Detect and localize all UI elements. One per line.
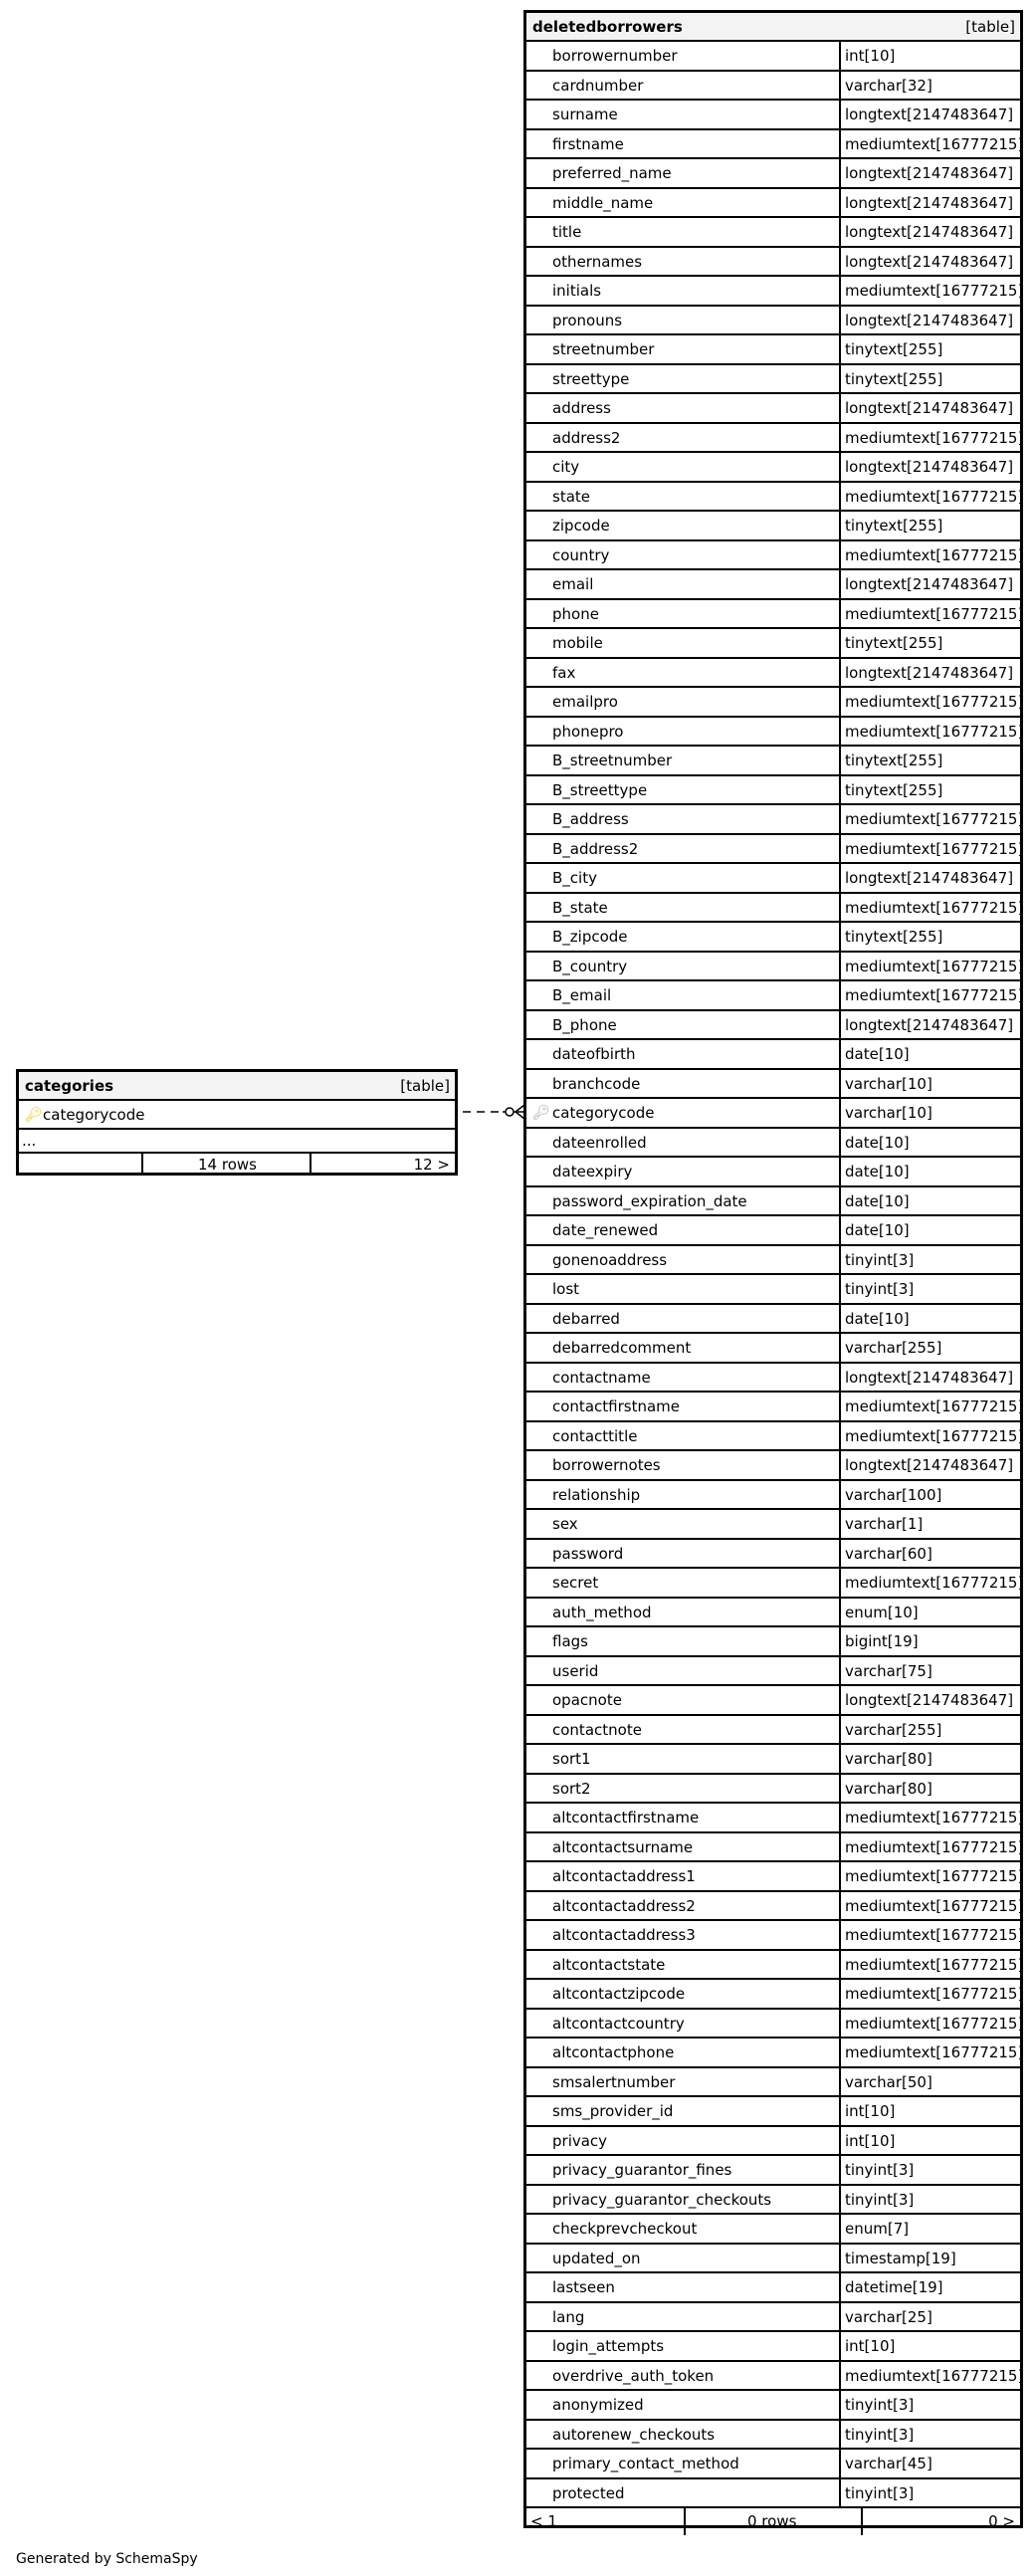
column-name: secret (552, 1574, 599, 1592)
categories-header (19, 1072, 455, 1101)
table-row[interactable] (526, 2215, 1020, 2245)
column-type: tinyint[3] (845, 1250, 915, 1269)
table-row[interactable] (526, 1686, 1020, 1716)
column-name: phonepro (552, 722, 624, 741)
table-row[interactable] (526, 2391, 1020, 2421)
column-type: varchar[32] (845, 76, 932, 95)
column-name: mobile (552, 634, 603, 652)
table-row[interactable] (526, 835, 1024, 865)
column-type: varchar[1] (845, 1515, 924, 1533)
column-type: varchar[255] (845, 1720, 942, 1739)
column-type: tinytext[255] (845, 928, 943, 946)
deletedborrowers-table[interactable] (523, 10, 1023, 2528)
column-type: mediumtext[16777215] (845, 1397, 1024, 1415)
column-name: phone (552, 604, 599, 623)
table-row[interactable] (526, 189, 1020, 219)
table-row[interactable] (526, 805, 1024, 835)
table-row[interactable] (526, 629, 1020, 659)
column-type: mediumtext[16777215] (845, 1809, 1024, 1826)
table-row[interactable] (526, 1187, 1020, 1217)
table-row[interactable] (526, 1775, 1020, 1805)
deletedborrowers-footer (526, 2508, 1020, 2535)
column-type: longtext[2147483647] (845, 869, 1014, 887)
table-row[interactable] (526, 335, 1020, 365)
column-name: surname (552, 106, 618, 123)
categories-ellipsis-row (19, 1130, 455, 1154)
column-type: date[10] (845, 1309, 910, 1328)
column-name: title (552, 223, 582, 241)
column-type: longtext[2147483647] (845, 252, 1014, 271)
table-kind: [table] (965, 18, 1015, 36)
column-name: emailpro (552, 693, 618, 711)
table-row[interactable] (526, 1364, 1020, 1394)
table-row[interactable] (526, 747, 1020, 776)
table-row[interactable] (526, 2127, 1020, 2157)
ellipsis: ... (22, 1132, 37, 1150)
column-type: int[10] (845, 2102, 896, 2120)
column-type: mediumtext[16777215] (845, 722, 1024, 741)
table-row[interactable] (526, 2421, 1020, 2451)
table-row[interactable] (526, 2097, 1020, 2127)
column-type: varchar[100] (845, 1485, 942, 1504)
column-type: tinyint[3] (845, 1280, 915, 1298)
column-name: altcontactcountry (552, 2014, 685, 2033)
column-name: userid (552, 1661, 599, 1680)
column-name: privacy (552, 2131, 608, 2150)
table-row[interactable] (526, 277, 1024, 307)
column-type: mediumtext[16777215] (845, 2014, 1024, 2033)
table-row[interactable] (526, 453, 1020, 483)
column-name: zipcode (552, 517, 610, 535)
table-row[interactable] (526, 2303, 1020, 2333)
column-name: privacy_guarantor_checkouts (552, 2190, 772, 2209)
column-type: mediumtext[16777215] (845, 1985, 1024, 2003)
column-type: date[10] (845, 1163, 910, 1181)
column-name: protected (552, 2483, 625, 2502)
column-type: longtext[2147483647] (845, 458, 1014, 476)
column-name: dateenrolled (552, 1133, 647, 1152)
table-row[interactable] (526, 1627, 1020, 1657)
column-name: privacy_guarantor_fines (552, 2161, 732, 2179)
column-name: address (552, 399, 611, 417)
column-name: anonymized (552, 2396, 644, 2414)
column-type: mediumtext[16777215] (845, 1926, 1024, 1944)
column-type: bigint[19] (845, 1632, 919, 1650)
column-name: categorycode (43, 1106, 145, 1124)
table-row[interactable] (526, 1745, 1020, 1775)
column-type: mediumtext[16777215] (845, 810, 1024, 828)
column-type: longtext[2147483647] (845, 164, 1014, 182)
table-row[interactable] (526, 1040, 1020, 1070)
table-row[interactable] (526, 72, 1020, 102)
column-name: city (552, 458, 580, 476)
column-name: email (552, 575, 594, 593)
categories-key-row[interactable] (19, 1101, 455, 1130)
table-row[interactable] (526, 130, 1024, 160)
column-name: updated_on (552, 2249, 641, 2267)
table-row[interactable] (526, 1833, 1024, 1863)
column-type: date[10] (845, 1133, 910, 1152)
column-name: B_email (552, 986, 612, 1004)
column-name: lang (552, 2307, 585, 2326)
column-type: longtext[2147483647] (845, 1691, 1014, 1709)
column-name: altcontactaddress2 (552, 1896, 696, 1915)
column-name: country (552, 545, 610, 564)
table-row[interactable] (526, 1216, 1020, 1246)
column-type: longtext[2147483647] (845, 193, 1014, 212)
table-row[interactable] (526, 218, 1020, 248)
column-type: mediumtext[16777215] (845, 1837, 1024, 1856)
column-type: tinyint[3] (845, 2425, 915, 2444)
table-row[interactable] (526, 2156, 1020, 2186)
column-type: varchar[75] (845, 1661, 932, 1680)
table-row[interactable] (526, 1569, 1024, 1599)
column-type: mediumtext[16777215] (845, 1955, 1024, 1974)
footer-prev-link[interactable]: < 1 (530, 2512, 557, 2530)
column-type: datetime[19] (845, 2278, 943, 2296)
column-type: tinyint[3] (845, 2396, 915, 2414)
footer-row-count: 14 rows (198, 1156, 257, 1174)
foreign-key-icon: 🔑︎ (532, 1105, 550, 1121)
column-type: varchar[80] (845, 1779, 932, 1798)
column-name: relationship (552, 1485, 641, 1504)
column-type: longtext[2147483647] (845, 663, 1014, 682)
column-name: B_address2 (552, 839, 639, 858)
column-name: B_phone (552, 1015, 617, 1034)
column-name: contacttitle (552, 1426, 638, 1445)
table-row[interactable] (526, 1980, 1024, 2010)
column-name: middle_name (552, 193, 654, 212)
column-type: date[10] (845, 1045, 910, 1063)
column-type: enum[10] (845, 1603, 919, 1621)
deletedborrowers-header (526, 13, 1020, 42)
column-name: altcontactzipcode (552, 1985, 686, 2003)
column-type: enum[7] (845, 2220, 910, 2238)
table-row[interactable] (526, 2010, 1024, 2039)
column-type: mediumtext[16777215] (845, 1896, 1024, 1915)
table-row[interactable] (526, 2039, 1024, 2068)
table-row[interactable] (526, 512, 1020, 541)
table-row[interactable] (526, 1334, 1020, 1364)
table-row[interactable] (526, 2479, 1020, 2509)
column-type: mediumtext[16777215] (845, 693, 1024, 711)
column-type: mediumtext[16777215] (845, 957, 1024, 975)
table-row[interactable] (526, 2186, 1020, 2216)
table-row[interactable] (526, 1862, 1024, 1892)
column-type: tinytext[255] (845, 340, 943, 358)
column-type: int[10] (845, 2337, 896, 2355)
column-name: B_country (552, 957, 628, 975)
column-name: categorycode (552, 1104, 655, 1122)
footer-next-link[interactable]: 0 > (988, 2512, 1015, 2530)
column-name: altcontactaddress1 (552, 1867, 696, 1885)
column-name: initials (552, 282, 602, 300)
column-type: longtext[2147483647] (845, 399, 1014, 417)
generated-by-label: Generated by SchemaSpy (16, 2551, 198, 2567)
column-name: debarred (552, 1309, 620, 1328)
table-row[interactable] (526, 1451, 1020, 1481)
table-row[interactable] (526, 159, 1020, 189)
column-name: login_attempts (552, 2337, 665, 2355)
table-row[interactable] (526, 1393, 1024, 1422)
table-row[interactable] (526, 1716, 1020, 1746)
column-name: contactnote (552, 1720, 642, 1739)
column-type: longtext[2147483647] (845, 223, 1014, 241)
column-name: contactfirstname (552, 1397, 680, 1415)
column-type: int[10] (845, 2131, 896, 2150)
table-row[interactable] (526, 864, 1020, 894)
column-type: mediumtext[16777215] (845, 604, 1024, 623)
column-type: tinytext[255] (845, 369, 943, 388)
column-name: altcontactstate (552, 1955, 666, 1974)
footer-row-count: 0 rows (747, 2512, 797, 2530)
column-type: longtext[2147483647] (845, 1368, 1014, 1387)
column-name: opacnote (552, 1691, 622, 1709)
table-row[interactable] (526, 659, 1020, 689)
table-row[interactable] (526, 1804, 1024, 1833)
column-type: longtext[2147483647] (845, 575, 1014, 593)
column-type: tinytext[255] (845, 634, 943, 652)
column-name: streettype (552, 369, 630, 388)
column-type: varchar[45] (845, 2455, 932, 2472)
column-type: varchar[25] (845, 2307, 932, 2326)
column-type: mediumtext[16777215] (845, 487, 1024, 506)
column-type: mediumtext[16777215] (845, 1426, 1024, 1445)
column-name: smsalertnumber (552, 2072, 676, 2091)
column-name: fax (552, 663, 576, 682)
table-row[interactable] (526, 424, 1024, 454)
column-name: lost (552, 1280, 580, 1298)
column-name: altcontactaddress3 (552, 1926, 696, 1944)
column-type: tinyint[3] (845, 2483, 915, 2502)
column-type: varchar[10] (845, 1104, 932, 1122)
column-type: date[10] (845, 1221, 910, 1239)
table-row[interactable] (526, 923, 1020, 953)
column-type: tinytext[255] (845, 517, 943, 535)
column-type: tinyint[3] (845, 2190, 915, 2209)
column-type: mediumtext[16777215] (845, 986, 1024, 1004)
table-row[interactable] (526, 894, 1024, 924)
column-name: B_streetnumber (552, 751, 673, 769)
column-name: B_state (552, 898, 608, 917)
table-row[interactable] (526, 394, 1020, 424)
table-row[interactable] (526, 2332, 1020, 2362)
table-row[interactable] (526, 1158, 1020, 1187)
footer-next-link[interactable]: 12 > (413, 1156, 450, 1174)
column-type: mediumtext[16777215] (845, 428, 1024, 447)
table-row[interactable] (526, 1305, 1020, 1335)
column-name: borrowernumber (552, 47, 678, 65)
table-row[interactable] (526, 718, 1024, 748)
table-row[interactable] (526, 248, 1020, 278)
table-row[interactable] (526, 1510, 1020, 1540)
table-row[interactable] (526, 2450, 1020, 2479)
column-name: sort2 (552, 1779, 591, 1798)
table-row[interactable] (526, 1540, 1020, 1570)
column-name: pronouns (552, 311, 623, 329)
column-name: firstname (552, 134, 624, 153)
table-row[interactable] (526, 1422, 1024, 1452)
column-type: mediumtext[16777215] (845, 545, 1024, 564)
column-name: contactname (552, 1368, 651, 1387)
column-name: B_zipcode (552, 928, 628, 946)
table-row[interactable] (526, 483, 1024, 513)
column-type: mediumtext[16777215] (845, 2366, 1024, 2385)
table-row[interactable] (526, 1892, 1024, 1922)
column-type: timestamp[19] (845, 2249, 956, 2267)
column-type: mediumtext[16777215] (845, 839, 1024, 858)
column-type: longtext[2147483647] (845, 311, 1014, 329)
column-name: overdrive_auth_token (552, 2366, 715, 2385)
column-name: primary_contact_method (552, 2455, 739, 2472)
column-type: longtext[2147483647] (845, 1015, 1014, 1034)
column-type: varchar[60] (845, 1544, 932, 1563)
column-type: varchar[50] (845, 2072, 932, 2091)
column-name: B_streettype (552, 780, 648, 799)
column-name: password (552, 1544, 624, 1563)
column-type: tinytext[255] (845, 780, 943, 799)
table-row[interactable] (526, 101, 1020, 130)
table-name: deletedborrowers (532, 18, 683, 36)
column-name: othernames (552, 252, 643, 271)
table-row[interactable] (526, 1275, 1020, 1305)
column-type: int[10] (845, 47, 896, 65)
column-type: mediumtext[16777215] (845, 2043, 1024, 2061)
column-name: branchcode (552, 1074, 641, 1093)
column-name: dateofbirth (552, 1045, 636, 1063)
table-row[interactable] (526, 2068, 1020, 2098)
table-row[interactable] (526, 953, 1024, 982)
table-name: categories (25, 1077, 114, 1095)
column-type: mediumtext[16777215] (845, 898, 1024, 917)
column-type: date[10] (845, 1191, 910, 1210)
column-type: mediumtext[16777215] (845, 282, 1024, 300)
table-row[interactable] (526, 1481, 1020, 1511)
column-name: dateexpiry (552, 1163, 633, 1181)
column-type: tinyint[3] (845, 2161, 915, 2179)
categories-table[interactable] (16, 1069, 458, 1176)
column-name: lastseen (552, 2278, 615, 2296)
primary-key-icon: 🔑︎ (25, 1107, 43, 1123)
column-type: mediumtext[16777215] (845, 1867, 1024, 1885)
column-name: debarredcomment (552, 1339, 692, 1357)
column-name: B_city (552, 869, 597, 887)
column-name: sms_provider_id (552, 2102, 674, 2120)
categories-footer (19, 1154, 455, 1176)
table-kind: [table] (400, 1077, 450, 1095)
column-name: checkprevcheckout (552, 2220, 698, 2238)
column-name: sort1 (552, 1750, 591, 1768)
column-type: longtext[2147483647] (845, 106, 1014, 123)
table-row[interactable] (526, 1099, 1020, 1129)
column-type: longtext[2147483647] (845, 1456, 1014, 1474)
table-row[interactable] (526, 1599, 1020, 1628)
column-name: date_renewed (552, 1221, 659, 1239)
column-name: altcontactphone (552, 2043, 675, 2061)
table-row[interactable] (526, 776, 1020, 806)
table-row[interactable] (526, 981, 1024, 1011)
table-row[interactable] (526, 541, 1024, 571)
table-row[interactable] (526, 570, 1020, 600)
column-type: mediumtext[16777215] (845, 1574, 1024, 1592)
column-type: varchar[80] (845, 1750, 932, 1768)
table-row[interactable] (526, 1951, 1024, 1981)
table-row[interactable] (526, 307, 1020, 336)
table-row[interactable] (526, 1246, 1020, 1276)
column-name: streetnumber (552, 340, 655, 358)
column-type: varchar[10] (845, 1074, 932, 1093)
table-row[interactable] (526, 600, 1024, 630)
table-row[interactable] (526, 2273, 1020, 2303)
table-row[interactable] (526, 688, 1024, 718)
table-row[interactable] (526, 1129, 1020, 1159)
column-name: auth_method (552, 1603, 652, 1621)
column-name: flags (552, 1632, 588, 1650)
table-row[interactable] (526, 1657, 1020, 1687)
column-name: preferred_name (552, 164, 672, 182)
column-name: altcontactfirstname (552, 1809, 700, 1826)
column-name: sex (552, 1515, 578, 1533)
column-name: address2 (552, 428, 621, 447)
column-name: autorenew_checkouts (552, 2425, 716, 2444)
table-row[interactable] (526, 2362, 1024, 2392)
column-name: gonenoaddress (552, 1250, 668, 1269)
column-name: borrowernotes (552, 1456, 661, 1474)
table-row[interactable] (526, 42, 1020, 72)
column-type: mediumtext[16777215] (845, 134, 1024, 153)
column-type: tinytext[255] (845, 751, 943, 769)
table-row[interactable] (526, 1011, 1020, 1041)
column-name: cardnumber (552, 76, 644, 95)
column-type: varchar[255] (845, 1339, 942, 1357)
column-name: B_address (552, 810, 629, 828)
column-name: state (552, 487, 590, 506)
table-row[interactable] (526, 365, 1020, 395)
table-row[interactable] (526, 2245, 1020, 2274)
table-row[interactable] (526, 1070, 1020, 1100)
column-name: password_expiration_date (552, 1191, 747, 1210)
column-name: altcontactsurname (552, 1837, 694, 1856)
table-row[interactable] (526, 1921, 1024, 1951)
